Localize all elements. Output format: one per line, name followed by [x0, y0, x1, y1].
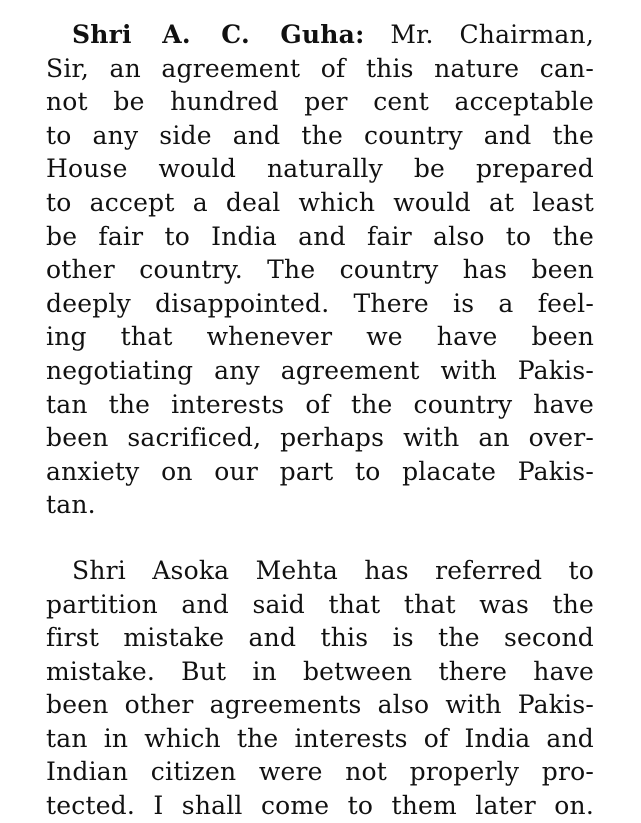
paragraph-line: negotiating any agreement with Pakis-	[46, 355, 594, 385]
speech-paragraph-guha	[46, 18, 594, 522]
paragraph-line: ing that whenever we have been	[46, 322, 594, 352]
speaker-name: Shri A. C. Guha:	[72, 20, 365, 49]
paragraph-line: tan.	[46, 490, 96, 520]
paragraph-line: mistake. But in between there have	[46, 656, 594, 686]
paragraph-line: House would naturally be prepared	[46, 154, 594, 184]
paragraph-line: first mistake and this is the second	[46, 623, 594, 653]
paragraph-line: Indian citizen were not properly pro-	[46, 757, 594, 787]
paragraph-line: tan in which the interests of India and	[46, 723, 594, 753]
paragraph-line: to any side and the country and the	[46, 120, 594, 150]
paragraph-line: Sir, an agreement of this nature can-	[46, 53, 594, 83]
paragraph-line: been sacrificed, perhaps with an over-	[46, 423, 594, 453]
paragraph-line: tan the interests of the country have	[46, 389, 594, 419]
paragraph-line: be fair to India and fair also to the	[46, 221, 594, 251]
paragraph-line: to accept a deal which would at least	[46, 187, 594, 217]
paragraph-line: been other agreements also with Pakis-	[46, 690, 594, 720]
paragraph-line: Shri Asoka Mehta has referred to	[72, 555, 594, 585]
line-text: Mr. Chairman,	[390, 20, 594, 49]
paragraph-line: deeply disappointed. There is a feel-	[46, 288, 594, 318]
paragraph-line: other country. The country has been	[46, 255, 594, 285]
paragraph-line: not be hundred per cent acceptable	[46, 87, 594, 117]
paragraph-line	[46, 18, 594, 52]
speech-paragraph-continuation	[46, 554, 594, 823]
paragraph-line: anxiety on our part to placate Pakis-	[46, 456, 594, 486]
paragraph-line: tected. I shall come to them later on.	[46, 791, 594, 821]
document-page	[46, 18, 594, 823]
paragraph-line: partition and said that that was the	[46, 589, 594, 619]
